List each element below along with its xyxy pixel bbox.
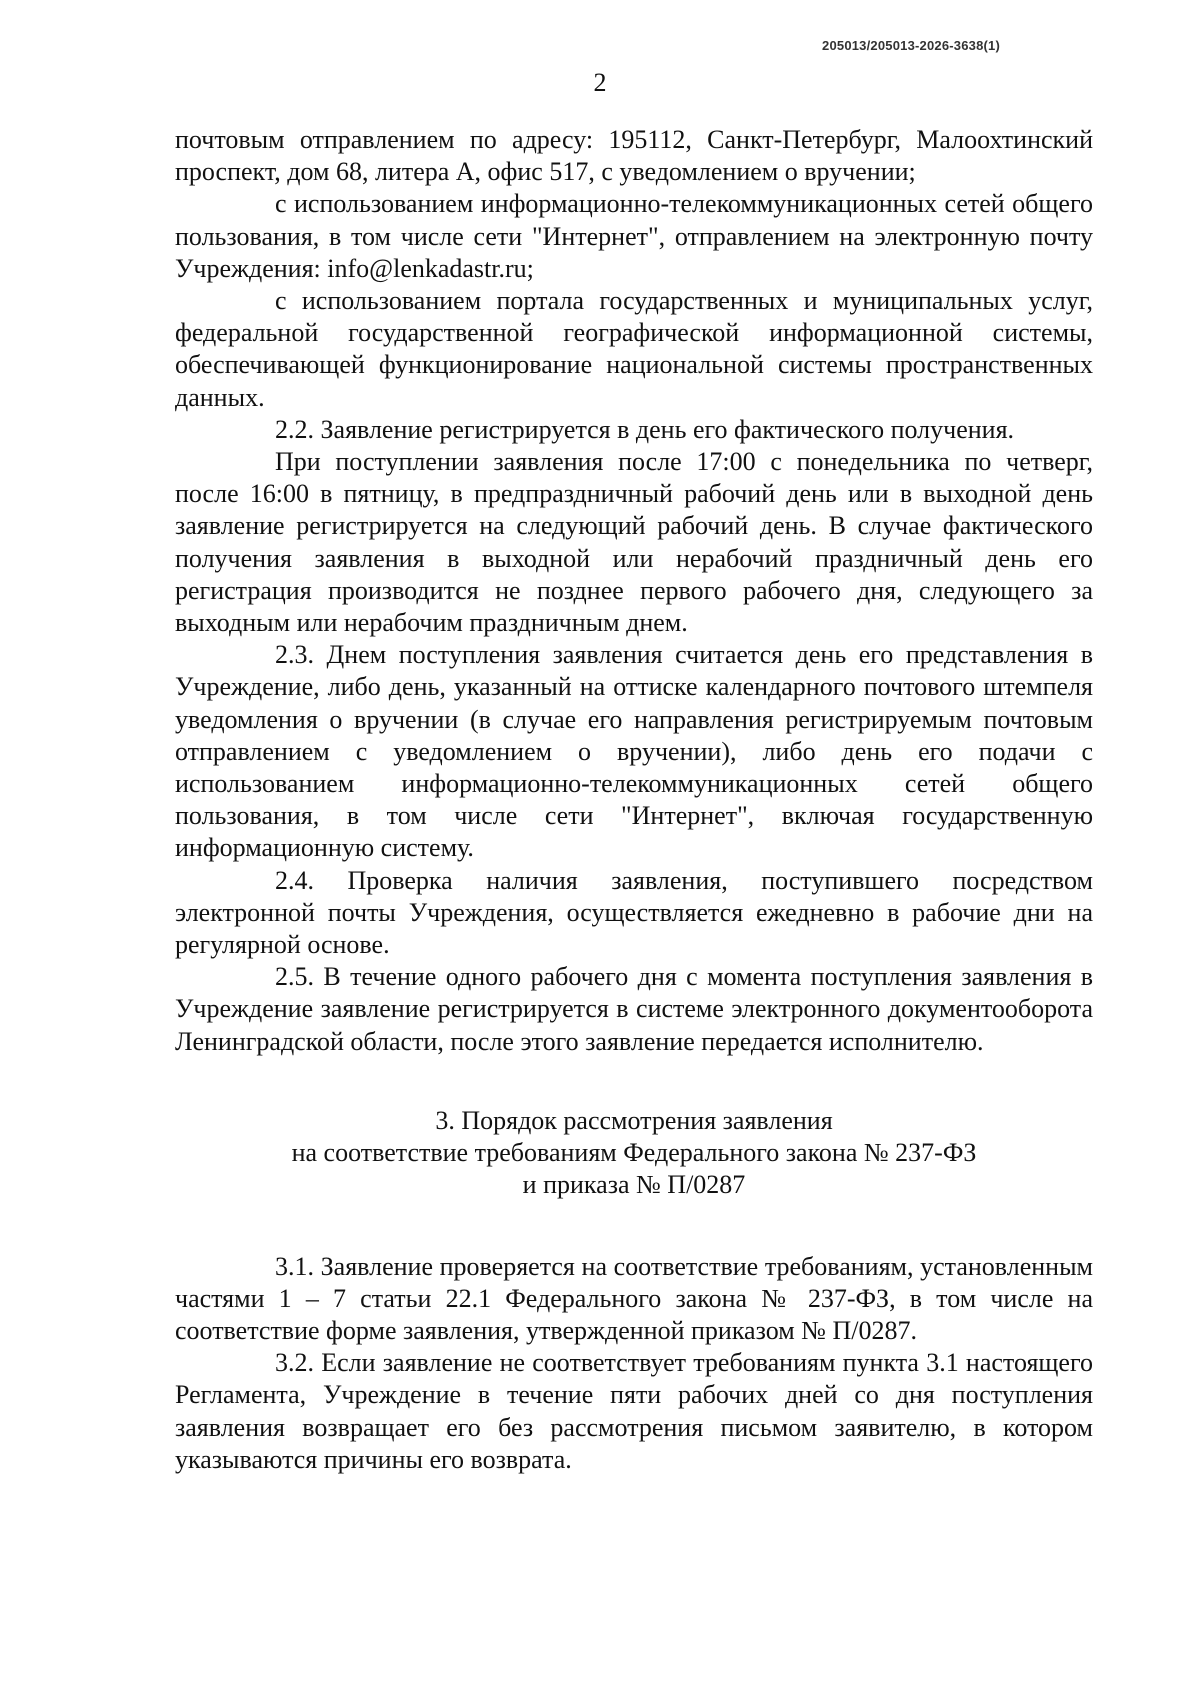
- paragraph-3-2: 3.2. Если заявление не соответствует требованиям пункта 3.1 настоящего Регламента, Учреждение в течение пяти рабочих дней со дня поступления заявления возвращает его без рассмотрения письмом заявителю, в котором указываются причины его возврата.: [175, 1348, 1093, 1474]
- paragraph-2-2: 2.2. Заявление регистрируется в день его фактического получения.: [275, 414, 1015, 444]
- document-body: [175, 124, 1093, 1476]
- paragraph-services-portal: с использованием портала государственных и муниципальных услуг, федеральной государственной географической информационной системы, обеспечивающей функционирование национальной системы пространственных данных.: [175, 286, 1093, 412]
- paragraph-postal-delivery: почтовым отправлением по адресу: 195112, Санкт-Петербург, Малоохтинский проспект, дом 68, литера А, офис 517, с уведомлением о вручении;: [175, 125, 1093, 187]
- page-number: 2: [593, 68, 607, 97]
- section-title-line: на соответствие требованиям Федерального закона № 237-ФЗ: [291, 1138, 977, 1168]
- paragraph-registration-time: При поступлении заявления после 17:00 с понедельника по четверг, после 16:00 в пятницу, в предпраздничный рабочий день или в выходной день заявление регистрируется на следующий рабочий день. В случае фактического получения заявления в выходной или нерабочий праздничный день его регистрация производится не позднее первого рабочего дня, следующего за выходным или нерабочим праздничным днем.: [175, 447, 1093, 638]
- paragraph-2-5: 2.5. В течение одного рабочего дня с момента поступления заявления в Учреждение заявление регистрируется в системе электронного документооборота Ленинградской области, после этого заявление передается исполнителю.: [175, 962, 1093, 1056]
- registration-number: 205013/205013-2026-3638(1): [822, 38, 1000, 53]
- paragraph-2-3: 2.3. Днем поступления заявления считается день его представления в Учреждение, либо день, указанный на оттиске календарного почтового штемпеля уведомления о вручении (в случае его направления регистрируемым почтовым отправлением с уведомлением о вручении), либо день его подачи с использованием информационно-телекоммуникационных сетей общего пользования, в том числе сети "Интернет", включая государственную информационную систему.: [175, 640, 1093, 863]
- section-title-line: и приказа № П/0287: [522, 1170, 746, 1200]
- paragraph-3-1: 3.1. Заявление проверяется на соответствие требованиям, установленным частями 1 – 7 статьи 22.1 Федерального закона № 237-ФЗ, в том числе на соответствие форме заявления, утвержденной приказом № П/0287.: [175, 1251, 1093, 1345]
- section-3-heading: [175, 1105, 1093, 1202]
- paragraph-2-4: 2.4. Проверка наличия заявления, поступившего посредством электронной почты Учреждения, осуществляется ежедневно в рабочие дни на регулярной основе.: [175, 865, 1093, 960]
- paragraph-internet-email: с использованием информационно-телекоммуникационных сетей общего пользования, в том числе сети "Интернет", отправлением на электронную почту Учреждения: info@lenkadastr.ru;: [175, 189, 1093, 283]
- section-title-line: 3. Порядок рассмотрения заявления: [435, 1105, 833, 1135]
